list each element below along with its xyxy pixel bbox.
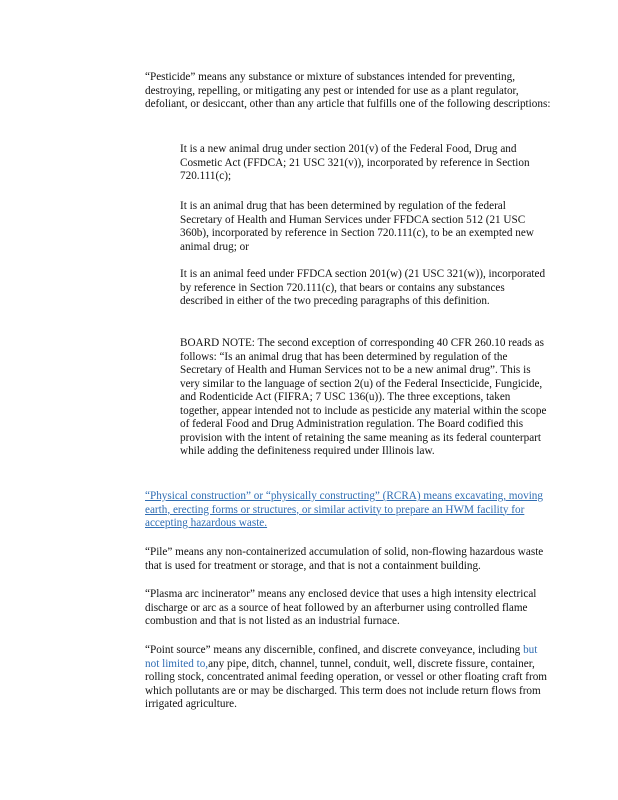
pesticide-exception-2: It is an animal drug that has been determined by regulation of the federal Secretary of Health and Human Services under FFDCA section 512 (21 USC 360b), incorporated by reference in Section 720.111(c), to be an exempted new animal drug; or [180,200,534,253]
pesticide-exception-3: It is an animal feed under FFDCA section 201(w) (21 USC 321(w)), incorporated by reference in Section 720.111(c), that bears or contains any substances described in either of the two preceding paragraphs of this definition. [180,268,546,307]
point-source-inserted-text: but not limited to, [145,644,538,670]
pesticide-definition: “Pesticide” means any substance or mixture of substances intended for preventing, destroying, repelling, or mitigating any pest or intended for use as a plant regulator, defoliant, or desiccant, other than any article that fulfills one of the following descriptions: [145,71,551,110]
plasma-arc-incinerator-definition: “Plasma arc incinerator” means any enclosed device that uses a high intensity electrical discharge or arc as a source of heat followed by an afterburner using controlled flame combustion and that is not listed as an industrial furnace. [145,588,537,627]
point-source-text-end: any pipe, ditch, channel, tunnel, conduit, well, discrete fissure, container, rolling stock, concentrated animal feeding operation, or vessel or other floating craft from which pollutants are or may be discharged. This term does not include return flows from irrigated agriculture. [145,657,547,710]
point-source-text-start: “Point source” means any discernible, confined, and discrete conveyance, including [145,644,524,656]
point-source-definition [145,644,553,712]
physical-construction-definition: “Physical construction” or “physically constructing” (RCRA) means excavating, moving earth, erecting forms or structures, or similar activity to prepare an HWM facility for accepting hazardous waste. [145,490,543,529]
pesticide-exception-1: It is a new animal drug under section 201(v) of the Federal Food, Drug and Cosmetic Act (FFDCA; 21 USC 321(v)), incorporated by reference in Section 720.111(c); [180,143,530,182]
board-note: BOARD NOTE: The second exception of corresponding 40 CFR 260.10 reads as follows: “Is an animal drug that has been determined by regulation of the Secretary of Health and Human Services not to be a new animal drug”. This is very similar to the language of section 2(u) of the Federal Insecticide, Fungicide, and Rodenticide Act (FIFRA; 7 USC 136(u)). The three exceptions, taken together, appear intended not to include as pesticide any material within the scope of federal Food and Drug Administration regulation. The Board codified this provision with the intent of retaining the same meaning as its federal counterpart while adding the definiteness required under Illinois law. [180,337,547,457]
pile-definition: “Pile” means any non-containerized accumulation of solid, non-flowing hazardous waste that is used for treatment or storage, and that is not a containment building. [145,546,544,572]
